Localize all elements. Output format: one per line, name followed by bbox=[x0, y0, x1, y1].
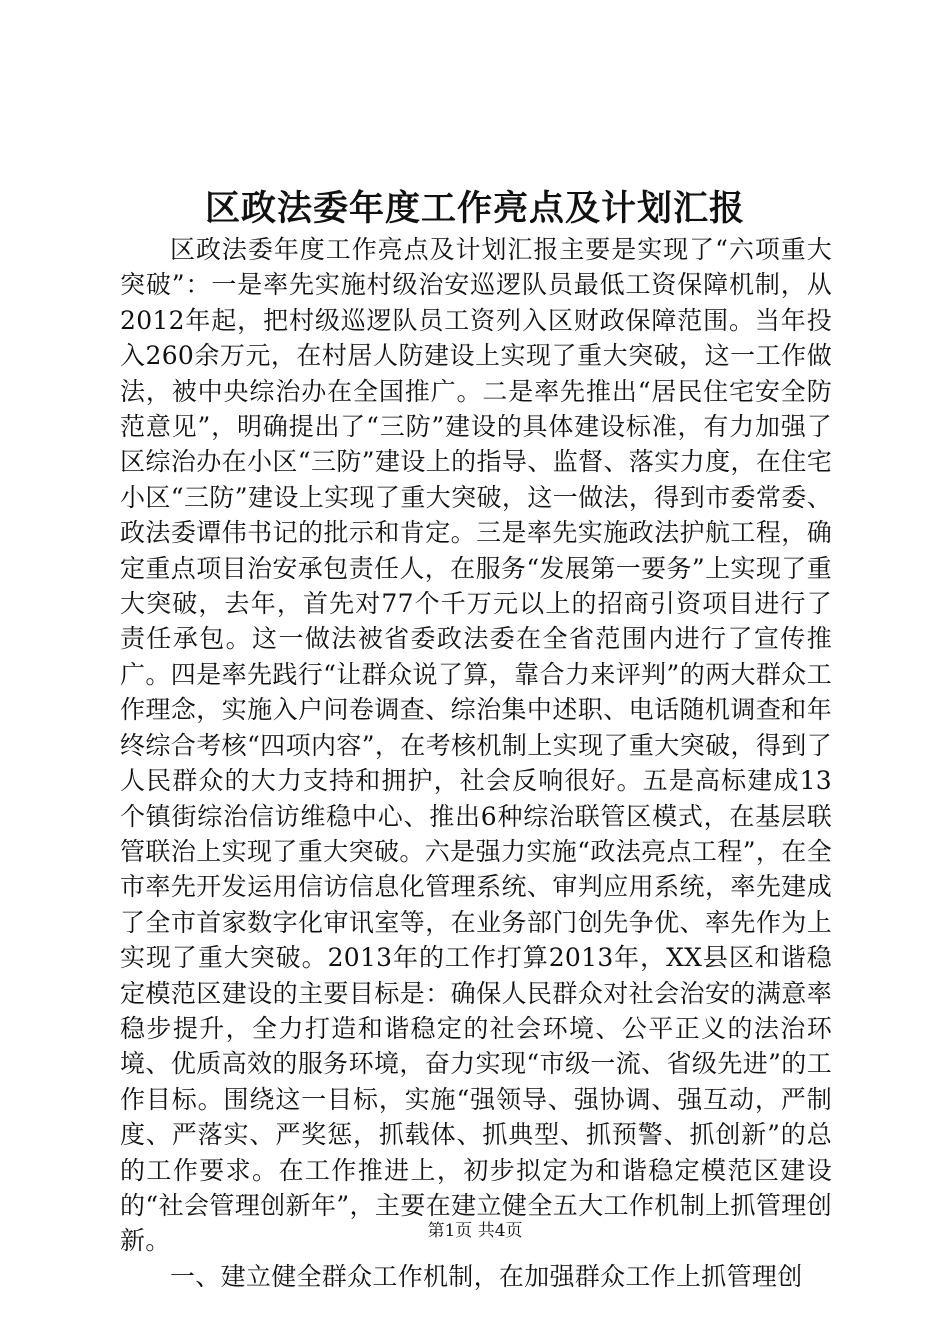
page-number: 第1页 共4页 bbox=[427, 1221, 523, 1241]
document-title: 区政法委年度工作亮点及计划汇报 bbox=[204, 188, 745, 229]
paragraph: 一、建立健全群众工作机制，在加强群众工作上抓管理创 bbox=[170, 1261, 803, 1291]
document-body bbox=[120, 232, 832, 1295]
paragraph: 区政法委年度工作亮点及计划汇报主要是实现了“六项重大突破”：一是率先实施村级治安巡逻队员最低工资保障机制，从2012年起，把村级巡逻队员工资列入区财政保障范围。当年投入260余万元，在村居人防建设上实现了重大突破，这一工作做法，被中央综治办在全国推广。二是率先推出“居民住宅安全防范意见”，明确提出了“三防”建设的具体建设标准，有力加强了区综治办在小区“三防”建设上的指导、监督、落实力度，在住宅小区“三防”建设上实现了重大突破，这一做法，得到市委常委、政法委谭伟书记的批示和肯定。三是率先实施政法护航工程，确定重点项目治安承包责任人，在服务“发展第一要务”上实现了重大突破，去年，首先对77个千万元以上的招商引资项目进行了责任承包。这一做法被省委政法委在全省范围内进行了宣传推广。四是率先践行“让群众说了算，靠合力来评判”的两大群众工作理念，实施入户问卷调查、综治集中述职、电话随机调查和年终综合考核“四项内容”，在考核机制上实现了重大突破，得到了人民群众的大力支持和拥护，社会反响很好。五是高标建成13个镇街综治信访维稳中心、推出6种综治联管区模式，在基层联管联治上实现了重大突破。六是强力实施“政法亮点工程”，在全市率先开发运用信访信息化管理系统、审判应用系统，率先建成了全市首家数字化审讯室等，在业务部门创先争优、率先作为上实现了重大突破。2013年的工作打算2013年，XX县区和谐稳定模范区建设的主要目标是：确保人民群众对社会治安的满意率稳步提升，全力打造和谐稳定的社会环境、公平正义的法治环境、优质高效的服务环境，奋力实现“市级一流、省级先进”的工作目标。围绕这一目标，实施“强领导、强协调、强互动，严制度、严落实、严奖惩，抓载体、抓典型、抓预警、抓创新”的总的工作要求。在工作推进上，初步拟定为和谐稳定模范区建设的“社会管理创新年”，主要在建立健全五大工作机制上抓管理创新。 bbox=[120, 235, 832, 1256]
